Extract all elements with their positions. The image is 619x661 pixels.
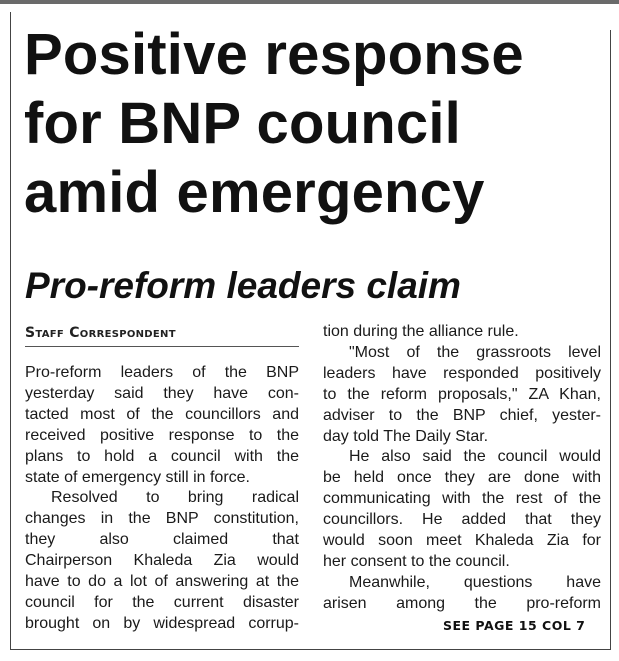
byline-underline <box>25 346 299 347</box>
text-line: state of emergency still in force. <box>25 468 250 486</box>
byline-text: Staff Correspondent <box>25 325 176 341</box>
text-line: communicating with the rest of the <box>323 490 601 508</box>
article-column-left <box>25 363 299 635</box>
text-line: tion during the alliance rule. <box>323 323 519 340</box>
text-line: plans to hold a council with the <box>25 447 299 465</box>
text-line: have to do a lot of answering at the <box>25 573 299 591</box>
text-line: day told The Daily Star. <box>323 427 489 445</box>
headline-line: amid emergency <box>24 160 485 225</box>
text-line: Pro-reform leaders of the BNP <box>25 364 299 381</box>
byline <box>25 323 297 343</box>
article-column-right <box>323 322 601 615</box>
text-line: arisen among the pro-reform <box>323 594 601 612</box>
top-border <box>0 0 619 4</box>
text-line: tacted most of the councillors and <box>25 405 299 423</box>
text-line: her consent to the council. <box>323 552 510 570</box>
text-line: changes in the BNP constitution, <box>25 510 299 528</box>
text-line: be held once they are done with <box>323 469 601 487</box>
headline <box>24 20 609 227</box>
text-line: leaders have responded positively <box>323 364 601 382</box>
text-line: He also said the council would <box>349 448 601 466</box>
bottom-rule <box>10 649 611 650</box>
text-line: "Most of the grassroots level <box>349 343 601 361</box>
text-line: brought on by widespread corrup- <box>25 614 299 632</box>
text-line: adviser to the BNP chief, yester- <box>323 406 601 424</box>
kicker-subheadline: Pro-reform leaders claim <box>25 265 461 306</box>
right-column-rule <box>610 30 611 650</box>
text-line: received positive response to the <box>25 426 299 444</box>
continuation-jump-line: SEE PAGE 15 COL 7 <box>443 618 586 633</box>
text-line: Meanwhile, questions have <box>349 573 601 591</box>
left-column-rule <box>10 12 11 650</box>
headline-line: Positive response <box>24 22 524 87</box>
text-line: would soon meet Khaleda Zia for <box>323 532 601 550</box>
text-line: Resolved to bring radical <box>51 489 299 507</box>
text-line: council for the current disaster <box>25 593 299 611</box>
text-line: they also claimed that <box>25 531 299 549</box>
text-line: councillors. He added that they <box>323 511 601 529</box>
text-line: yesterday said they have con- <box>25 384 299 402</box>
text-line: to the reform proposals," ZA Khan, <box>323 385 601 403</box>
headline-line: for BNP council <box>24 91 461 156</box>
text-line: Chairperson Khaleda Zia would <box>25 552 299 570</box>
